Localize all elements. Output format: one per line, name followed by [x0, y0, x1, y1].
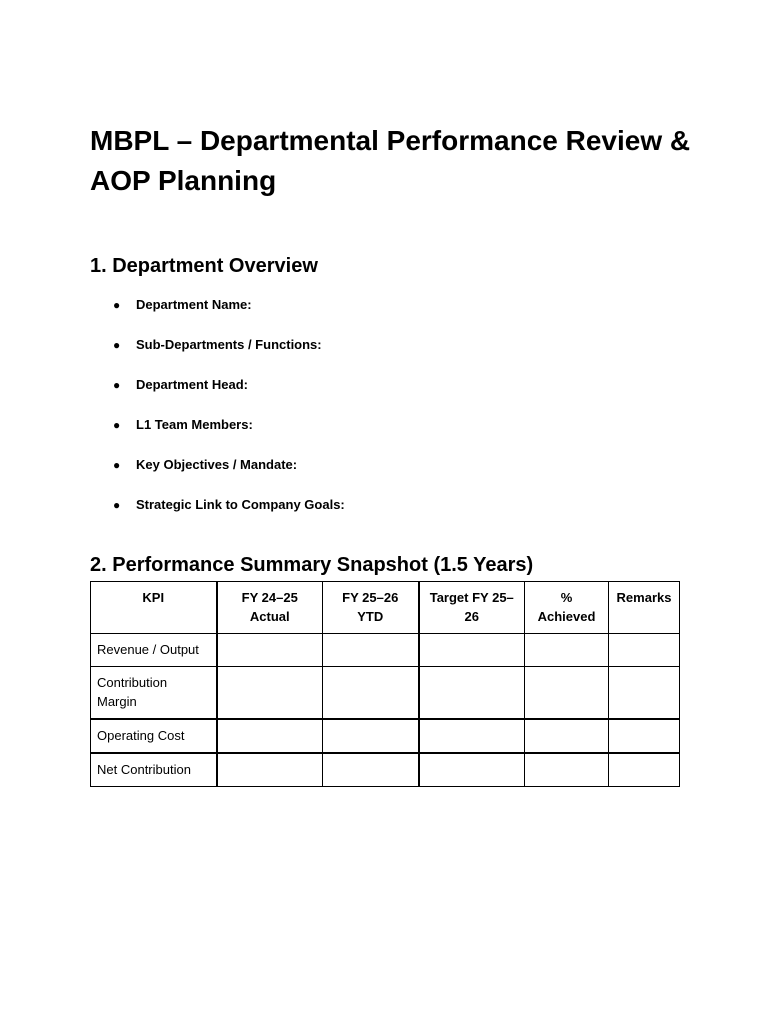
- table-cell: [525, 719, 609, 753]
- performance-summary-table: [90, 581, 680, 787]
- kpi-cell: Revenue / Output: [91, 634, 217, 667]
- table-cell: [609, 753, 680, 787]
- table-row: [91, 719, 680, 753]
- list-item: [0, 335, 700, 375]
- table-cell: [323, 719, 419, 753]
- kpi-cell: Contribution Margin: [91, 667, 217, 720]
- bullet-icon: ●: [113, 458, 121, 472]
- kpi-cell: Net Contribution: [91, 753, 217, 787]
- table-cell: [525, 753, 609, 787]
- table-cell: [419, 753, 525, 787]
- table-cell: [323, 634, 419, 667]
- list-item: [0, 295, 700, 335]
- table-cell: [217, 719, 323, 753]
- column-header-target-fy25-26: Target FY 25–26: [419, 582, 525, 634]
- list-item-label: Key Objectives / Mandate:: [136, 457, 298, 472]
- table-cell: [323, 667, 419, 720]
- table-cell: [419, 667, 525, 720]
- kpi-cell: Operating Cost: [91, 719, 217, 753]
- table-row: [91, 667, 680, 720]
- bullet-icon: ●: [113, 498, 121, 512]
- table-cell: [217, 667, 323, 720]
- list-item-label: Department Name:: [136, 297, 252, 312]
- list-item-label: Sub-Departments / Functions:: [136, 337, 322, 352]
- list-item: [0, 455, 700, 495]
- table-cell: [419, 634, 525, 667]
- section-heading-performance-summary: 2. Performance Summary Snapshot (1.5 Years): [90, 554, 534, 576]
- table-row: [91, 753, 680, 787]
- table-cell: [217, 753, 323, 787]
- bullet-icon: ●: [113, 338, 121, 352]
- list-item: [0, 415, 700, 455]
- column-header-fy24-25-actual: FY 24–25 Actual: [217, 582, 323, 634]
- table-cell: [609, 667, 680, 720]
- table-cell: [525, 634, 609, 667]
- list-item: [0, 495, 700, 535]
- list-item-label: Department Head:: [136, 377, 248, 392]
- table-header-row: [91, 582, 680, 634]
- list-item: [0, 375, 700, 415]
- column-header-percent-achieved: % Achieved: [525, 582, 609, 634]
- column-header-fy25-26-ytd: FY 25–26 YTD: [323, 582, 419, 634]
- department-overview-list: [0, 295, 700, 535]
- bullet-icon: ●: [113, 418, 121, 432]
- table-cell: [217, 634, 323, 667]
- table-cell: [525, 667, 609, 720]
- column-header-kpi: KPI: [91, 582, 217, 634]
- column-header-remarks: Remarks: [609, 582, 680, 634]
- list-item-label: L1 Team Members:: [136, 417, 253, 432]
- table-cell: [323, 753, 419, 787]
- table-cell: [609, 719, 680, 753]
- section-heading-department-overview: 1. Department Overview: [90, 255, 318, 277]
- table-row: [91, 634, 680, 667]
- bullet-icon: ●: [113, 378, 121, 392]
- bullet-icon: ●: [113, 298, 121, 312]
- table-cell: [419, 719, 525, 753]
- table-cell: [609, 634, 680, 667]
- list-item-label: Strategic Link to Company Goals:: [136, 497, 345, 512]
- document-title: MBPL – Departmental Performance Review & AOP Planning: [90, 125, 691, 196]
